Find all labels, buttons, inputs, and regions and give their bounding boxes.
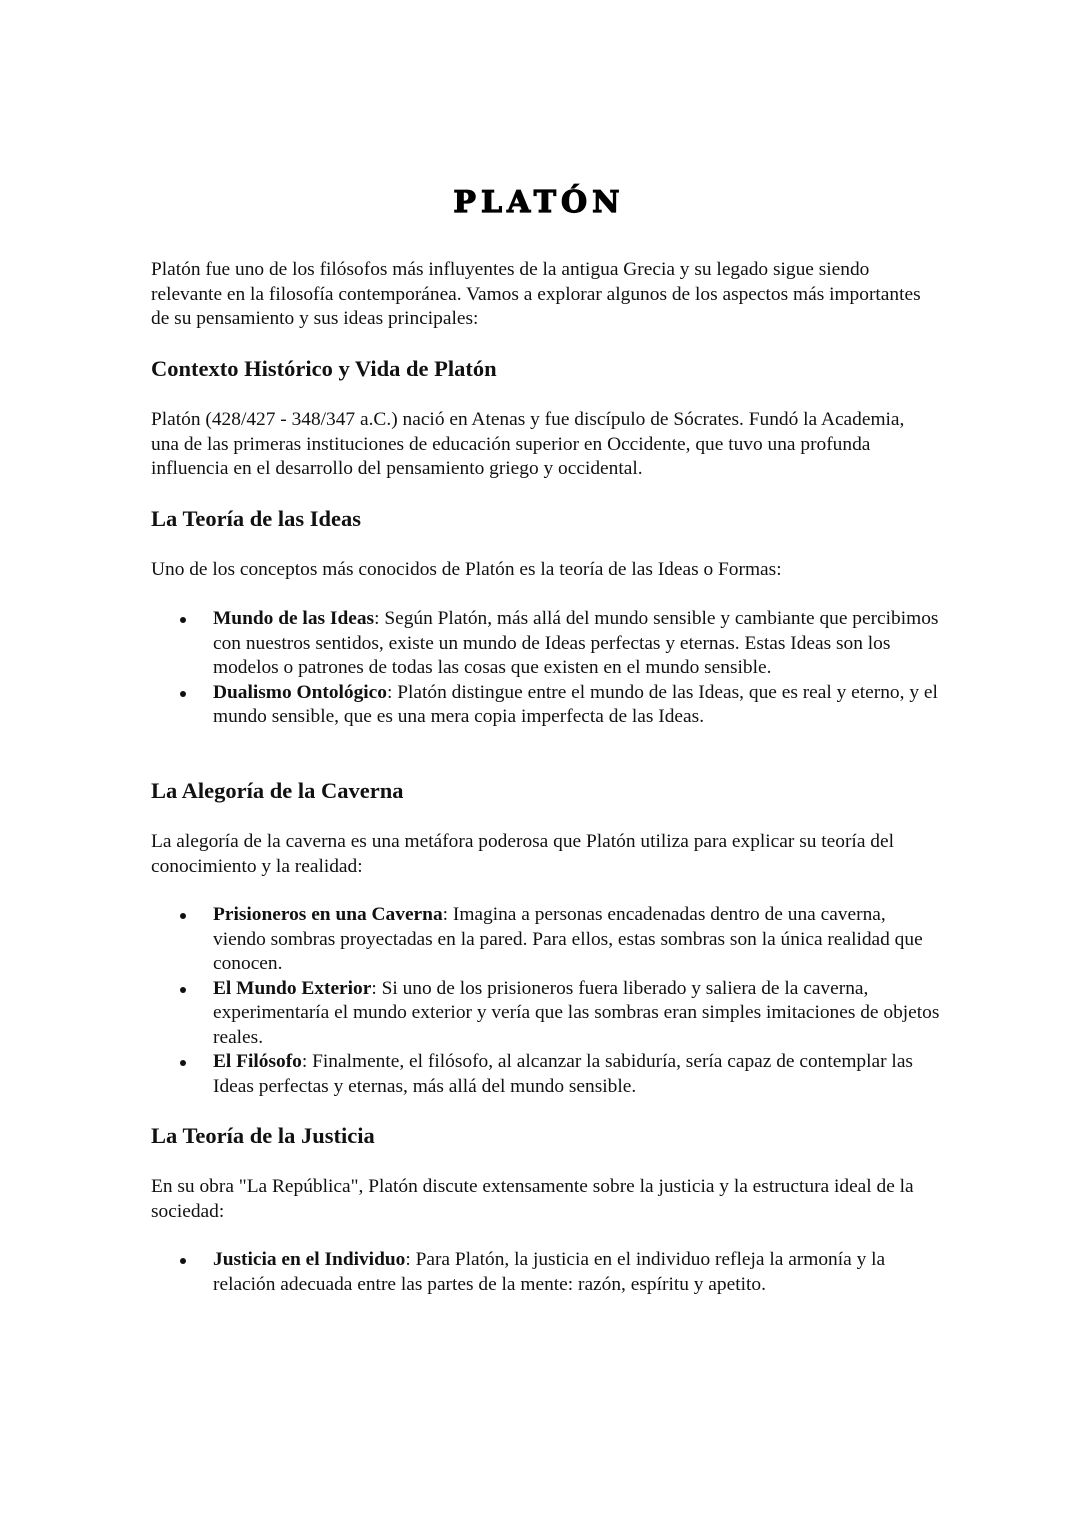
list-item xyxy=(151,903,941,977)
bullet-icon xyxy=(180,1258,186,1264)
bullet-icon xyxy=(180,913,186,919)
list-item xyxy=(151,1050,941,1099)
section-paragraph-justicia: En su obra "La República", Platón discute extensamente sobre la justicia y la estructura ideal de la sociedad: xyxy=(151,1176,914,1222)
bullet-term: Mundo de las Ideas xyxy=(213,608,375,629)
section-heading-contexto: Contexto Histórico y Vida de Platón xyxy=(151,356,497,381)
section-paragraph-ideas: Uno de los conceptos más conocidos de Platón es la teoría de las Ideas o Formas: xyxy=(151,559,782,580)
list-item xyxy=(151,607,941,681)
section-paragraph-caverna: La alegoría de la caverna es una metáfora poderosa que Platón utiliza para explicar su teoría del conocimiento y la realidad: xyxy=(151,831,894,877)
bullet-desc: : Según Platón, más allá del mundo sensible y cambiante que percibimos con nuestros sentidos, existe un mundo de Ideas perfectas y eternas. Estas Ideas son los modelos o patrones de todas las cosas que existen en el mundo sensible. xyxy=(213,608,939,678)
list-item xyxy=(151,681,941,730)
bullet-icon xyxy=(180,987,186,993)
list-item xyxy=(151,977,941,1051)
bullet-list-justicia xyxy=(151,1248,941,1297)
section-paragraph-contexto: Platón (428/427 - 348/347 a.C.) nació en Atenas y fue discípulo de Sócrates. Fundó la Academia, una de las primeras instituciones de educación superior en Occidente, que tuvo una profunda influencia en el desarrollo del pensamiento griego y occidental. xyxy=(151,409,905,479)
bullet-icon xyxy=(180,617,186,623)
bullet-desc: : Para Platón, la justicia en el individuo refleja la armonía y la relación adecuada entre las partes de la mente: razón, espíritu y apetito. xyxy=(213,1249,886,1295)
section-heading-caverna: La Alegoría de la Caverna xyxy=(151,778,404,803)
page-title: PLATÓN xyxy=(453,185,625,220)
list-item xyxy=(151,1248,941,1297)
bullet-term: El Filósofo xyxy=(213,1051,302,1072)
bullet-term: Dualismo Ontológico xyxy=(213,681,387,703)
bullet-desc: : Platón distingue entre el mundo de las Ideas, que es real y eterno, y el mundo sensible, que es una mera copia imperfecta de las Ideas. xyxy=(213,681,938,727)
section-heading-ideas: La Teoría de las Ideas xyxy=(151,506,362,531)
bullet-icon xyxy=(180,691,186,697)
section-heading-justicia: La Teoría de la Justicia xyxy=(151,1123,375,1148)
bullet-desc: : Finalmente, el filósofo, al alcanzar la sabiduría, sería capaz de contemplar las Ideas perfectas y eternas, más allá del mundo sensible. xyxy=(213,1051,913,1097)
bullet-term: Justicia en el Individuo xyxy=(213,1249,406,1270)
bullet-term: El Mundo Exterior xyxy=(213,977,372,999)
bullet-list-ideas xyxy=(151,607,941,730)
bullet-desc: : Imagina a personas encadenadas dentro de una caverna, viendo sombras proyectadas en la pared. Para ellos, estas sombras son la única realidad que conocen. xyxy=(213,904,923,974)
bullet-term: Prisioneros en una Caverna xyxy=(213,904,443,925)
intro-paragraph: Platón fue uno de los filósofos más influyentes de la antigua Grecia y su legado sigue siendo relevante en la filosofía contemporánea. Vamos a explorar algunos de los aspectos más importantes de su pensamiento y sus ideas principales: xyxy=(151,259,921,329)
bullet-list-caverna xyxy=(151,903,941,1099)
bullet-icon xyxy=(180,1060,186,1066)
bullet-desc: : Si uno de los prisioneros fuera liberado y saliera de la caverna, experimentaría el mundo exterior y vería que las sombras eran simples imitaciones de objetos reales. xyxy=(213,977,940,1048)
